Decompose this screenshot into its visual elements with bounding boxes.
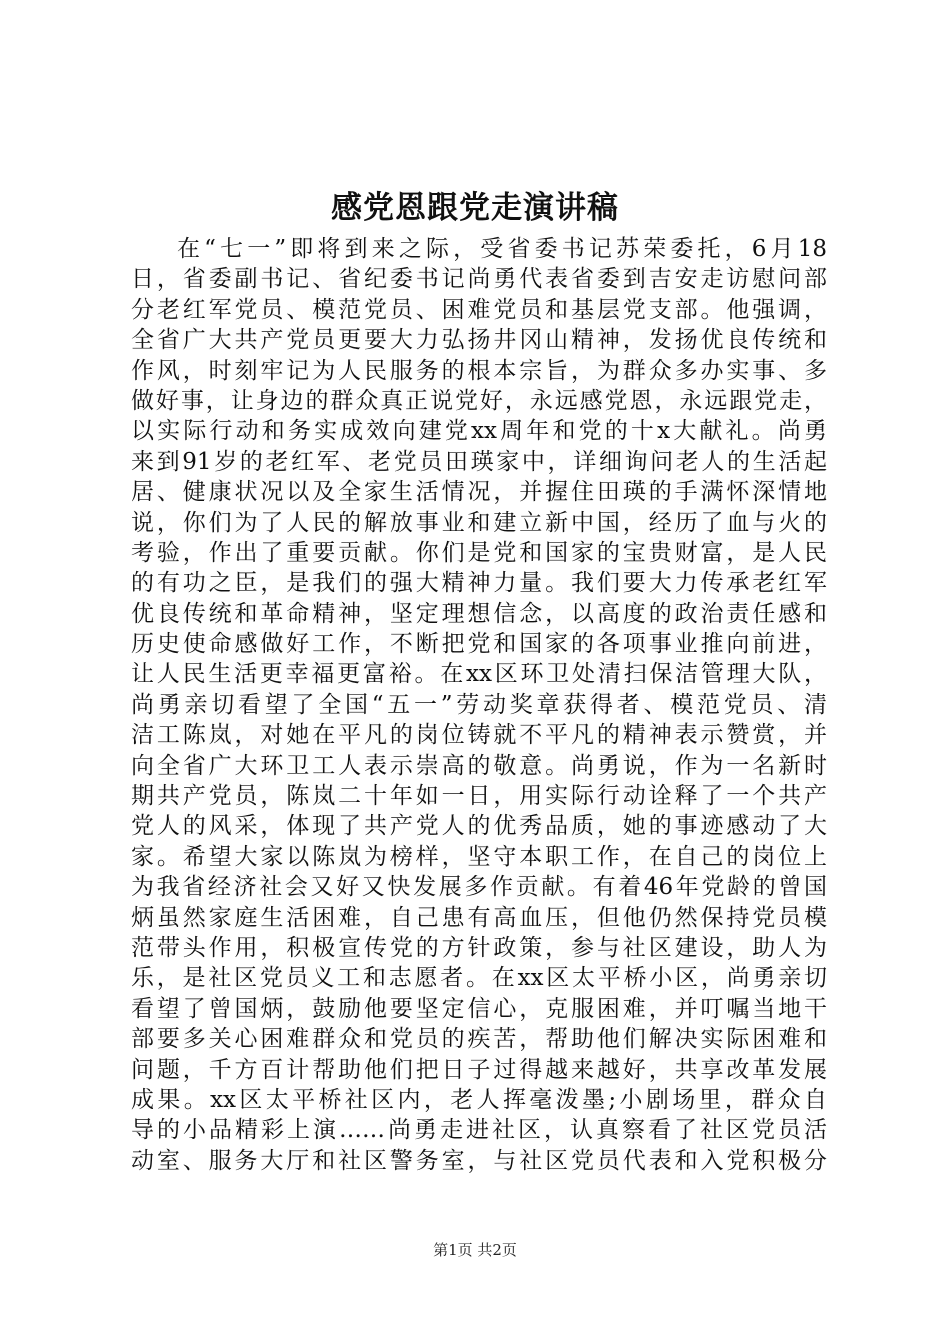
- body-line: 历史使命感做好工作，不断把党和国家的各项事业推向前进，: [131, 631, 827, 658]
- body-line: 让人民生活更幸福更富裕。在xx区环卫处清扫保洁管理大队，: [131, 661, 827, 688]
- body-line: 来到91岁的老红军、老党员田瑛家中，详细询问老人的生活起: [131, 448, 827, 475]
- body-line: 乐，是社区党员义工和志愿者。在xx区太平桥小区，尚勇亲切: [131, 965, 827, 992]
- page-footer: [0, 1240, 950, 1260]
- body-line: 日，省委副书记、省纪委书记尚勇代表省委到吉安走访慰问部: [131, 266, 827, 293]
- body-line: 期共产党员，陈岚二十年如一日，用实际行动诠释了一个共产: [131, 783, 827, 810]
- body-line: 问题，千方百计帮助他们把日子过得越来越好，共享改革发展: [131, 1056, 827, 1083]
- body-line: 家。希望大家以陈岚为榜样，坚守本职工作，在自己的岗位上: [131, 843, 827, 870]
- body-line: 优良传统和革命精神，坚定理想信念，以高度的政治责任感和: [131, 600, 827, 627]
- body-line: 以实际行动和务实成效向建党xx周年和党的十x大献礼。尚勇: [131, 418, 827, 445]
- body-line: 分老红军党员、模范党员、困难党员和基层党支部。他强调，: [131, 296, 827, 323]
- body-line: 作风，时刻牢记为人民服务的根本宗旨，为群众多办实事、多: [131, 357, 827, 384]
- document-title: 感党恩跟党走演讲稿: [331, 190, 619, 226]
- page-number: 第1页 共2页: [433, 1241, 517, 1259]
- body-line: 党人的风采，体现了共产党人的优秀品质，她的事迹感动了大: [131, 813, 827, 840]
- body-line: 全省广大共产党员更要大力弘扬井冈山精神，发扬优良传统和: [131, 327, 827, 354]
- body-line: 尚勇亲切看望了全国“五一”劳动奖章获得者、模范党员、清: [131, 691, 827, 718]
- body-line: 动室、服务大厅和社区警务室，与社区党员代表和入党积极分: [131, 1147, 827, 1174]
- body-line: 看望了曾国炳，鼓励他要坚定信心，克服困难，并叮嘱当地干: [131, 995, 827, 1022]
- body-line: 洁工陈岚，对她在平凡的岗位铸就不平凡的精神表示赞赏，并: [131, 722, 827, 749]
- body-line: 部要多关心困难群众和党员的疾苦，帮助他们解决实际困难和: [131, 1026, 827, 1053]
- body-line: 考验，作出了重要贡献。你们是党和国家的宝贵财富，是人民: [131, 539, 827, 566]
- body-line: 成果。xx区太平桥社区内，老人挥毫泼墨;小剧场里，群众自: [131, 1086, 827, 1113]
- body-line: 范带头作用，积极宣传党的方针政策，参与社区建设，助人为: [131, 934, 827, 961]
- body-line: 向全省广大环卫工人表示崇高的敬意。尚勇说，作为一名新时: [131, 752, 827, 779]
- body-line: 在“七一”即将到来之际，受省委书记苏荣委托，6月18: [177, 236, 827, 262]
- document-body: [131, 234, 827, 1176]
- body-line: 居、健康状况以及全家生活情况，并握住田瑛的手满怀深情地: [131, 479, 827, 506]
- body-line: 做好事，让身边的群众真正说党好，永远感党恩，永远跟党走，: [131, 387, 827, 414]
- body-line: 炳虽然家庭生活困难，自己患有高血压，但他仍然保持党员模: [131, 904, 827, 931]
- body-line: 的有功之臣，是我们的强大精神力量。我们要大力传承老红军: [131, 570, 827, 597]
- body-line: 说，你们为了人民的解放事业和建立新中国，经历了血与火的: [131, 509, 827, 536]
- body-line: 导的小品精彩上演……尚勇走进社区，认真察看了社区党员活: [131, 1117, 827, 1144]
- body-line: 为我省经济社会又好又快发展多作贡献。有着46年党龄的曾国: [131, 874, 827, 901]
